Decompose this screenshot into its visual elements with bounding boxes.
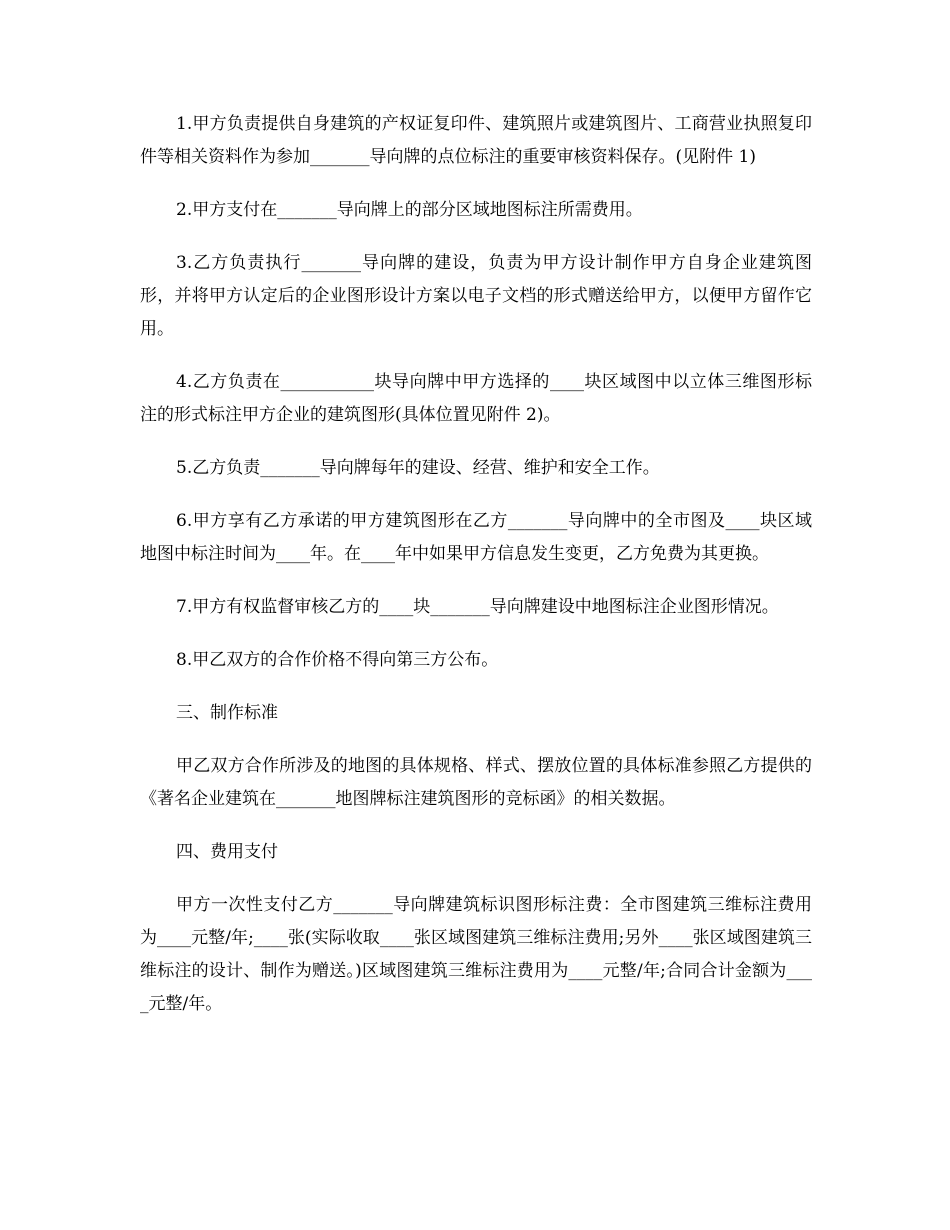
- section-heading-payment: 四、费用支付: [176, 842, 278, 862]
- clause-3: 3.乙方负责执行_______导向牌的建设，负责为甲方设计制作甲方自身企业建筑图形，并将甲方认定后的企业图形设计方案以电子文档的形式赠送给甲方，以便甲方留作它用。: [140, 253, 812, 339]
- clause-4: 4.乙方负责在___________块导向牌中甲方选择的____块区域图中以立体三维图形标注的形式标注甲方企业的建筑图形(具体位置见附件 2)。: [140, 372, 812, 425]
- section-body-production-standard: 甲乙双方合作所涉及的地图的具体规格、样式、摆放位置的具体标准参照乙方提供的《著名企业建筑在_______地图牌标注建筑图形的竞标函》的相关数据。: [140, 756, 812, 809]
- clause-8: 8.甲乙双方的合作价格不得向第三方公布。: [176, 650, 499, 670]
- clause-6: 6.甲方享有乙方承诺的甲方建筑图形在乙方_______导向牌中的全市图及____块区域地图中标注时间为____年。在____年中如果甲方信息发生变更，乙方免费为其更换。: [140, 511, 812, 564]
- section-body-payment: 甲方一次性支付乙方_______导向牌建筑标识图形标注费：全市图建筑三维标注费用为____元整/年;____张(实际收取____张区域图建筑三维标注费用;另外____张区域图建筑三维标注的设计、制作为赠送。)区域图建筑三维标注费用为____元整/年;合同合计金额为____元整/年。: [140, 895, 812, 1014]
- clause-7: 7.甲方有权监督审核乙方的____块_______导向牌建设中地图标注企业图形情况。: [176, 597, 779, 617]
- section-heading-production-standard: 三、制作标准: [176, 703, 278, 723]
- clause-5: 5.乙方负责_______导向牌每年的建设、经营、维护和安全工作。: [176, 458, 660, 478]
- document-page: [140, 108, 812, 1041]
- clause-1: 1.甲方负责提供自身建筑的产权证复印件、建筑照片或建筑图片、工商营业执照复印件等相关资料作为参加_______导向牌的点位标注的重要审核资料保存。(见附件 1): [140, 114, 812, 167]
- clause-2: 2.甲方支付在_______导向牌上的部分区域地图标注所需费用。: [176, 200, 643, 220]
